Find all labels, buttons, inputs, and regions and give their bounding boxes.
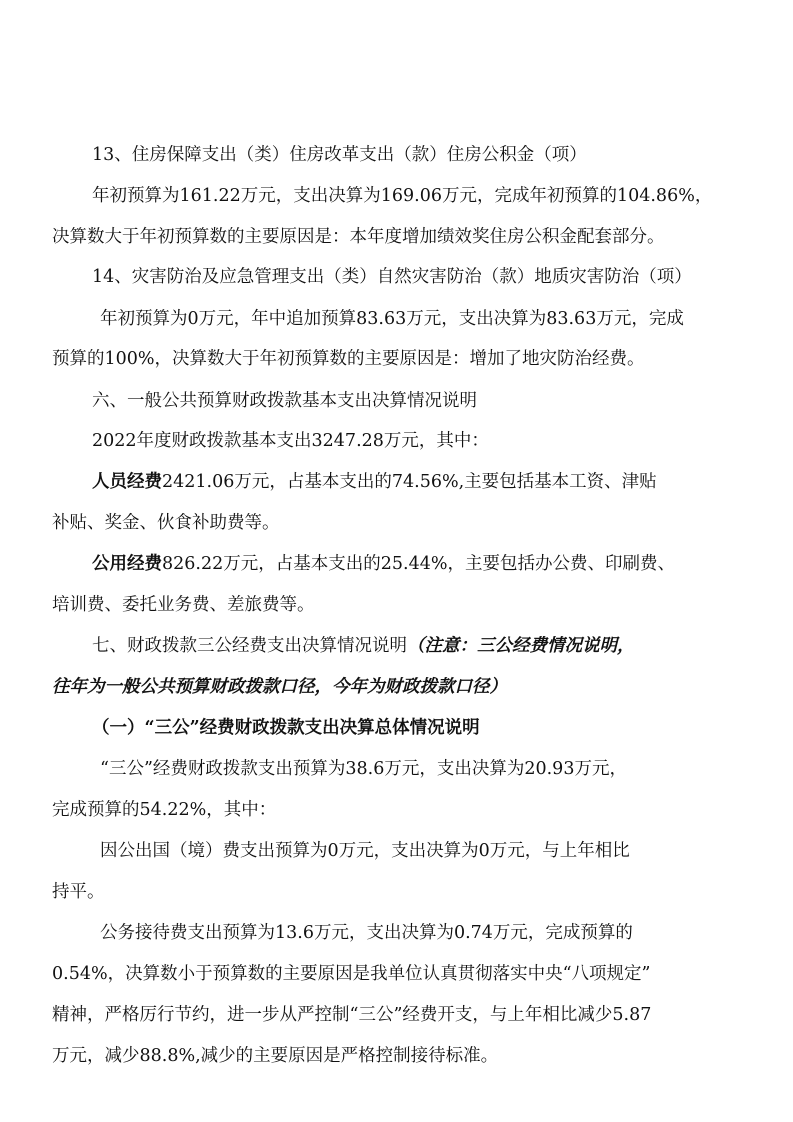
reception-line1: 公务接待费支出预算为13.6万元，支出决算为0.74万元，完成预算的 bbox=[100, 923, 633, 943]
item14-title: 14、灾害防治及应急管理支出（类）自然灾害防治（款）地质灾害防治（项） bbox=[92, 267, 692, 287]
reception-line3: 精神，严格厉行节约，进一步从严控制“三公”经费开支，与上年相比减少5.87 bbox=[52, 1005, 652, 1025]
public-line1: 826.22万元，占基本支出的25.44%，主要包括办公费、印刷费、 bbox=[162, 554, 675, 574]
total-line1: “三公”经费财政拨款支出预算为38.6万元，支出决算为20.93万元， bbox=[100, 759, 627, 779]
abroad-line2: 持平。 bbox=[52, 882, 105, 902]
reception-line2: 0.54%，决算数小于预算数的主要原因是我单位认真贯彻落实中央“八项规定” bbox=[52, 964, 651, 984]
reception-line4: 万元，减少88.8%,减少的主要原因是严格控制接待标准。 bbox=[52, 1046, 499, 1066]
item13-title: 13、住房保障支出（类）住房改革支出（款）住房公积金（项） bbox=[92, 145, 587, 165]
item13-line1: 年初预算为161.22万元，支出决算为169.06万元，完成年初预算的104.86%， bbox=[92, 186, 713, 206]
item13-line2: 决算数大于年初预算数的主要原因是：本年度增加绩效奖住房公积金配套部分。 bbox=[52, 227, 665, 247]
item14-line1: 年初预算为0万元，年中追加预算83.63万元，支出决算为83.63万元，完成 bbox=[100, 309, 684, 329]
subsection-one-heading: （一）“三公”经费财政拨款支出决算总体情况说明 bbox=[92, 718, 480, 738]
personnel-line2: 补贴、奖金、伙食补助费等。 bbox=[52, 513, 280, 533]
section-seven-heading: 七、财政拨款三公经费支出决算情况说明 bbox=[92, 636, 407, 656]
section-six-heading: 六、一般公共预算财政拨款基本支出决算情况说明 bbox=[92, 391, 477, 411]
personnel-label: 人员经费 bbox=[92, 472, 162, 492]
public-paragraph bbox=[92, 551, 675, 577]
total-line2: 完成预算的54.22%，其中： bbox=[52, 800, 277, 820]
item14-line2: 预算的100%，决算数大于年初预算数的主要原因是：增加了地灾防治经费。 bbox=[52, 349, 645, 369]
public-line2: 培训费、委托业务费、差旅费等。 bbox=[52, 595, 315, 615]
abroad-line1: 因公出国（境）费支出预算为0万元，支出决算为0万元，与上年相比 bbox=[100, 841, 630, 861]
section-seven-note-part1: （注意：三公经费情况说明， bbox=[407, 636, 635, 656]
personnel-paragraph bbox=[92, 469, 657, 495]
section-six-intro: 2022年度财政拨款基本支出3247.28万元，其中： bbox=[92, 431, 489, 451]
section-seven-heading-line bbox=[92, 633, 635, 659]
public-label: 公用经费 bbox=[92, 554, 162, 574]
section-seven-note-part2: 往年为一般公共预算财政拨款口径，今年为财政拨款口径） bbox=[52, 677, 507, 697]
personnel-line1: 2421.06万元，占基本支出的74.56%,主要包括基本工资、津贴 bbox=[162, 472, 657, 492]
